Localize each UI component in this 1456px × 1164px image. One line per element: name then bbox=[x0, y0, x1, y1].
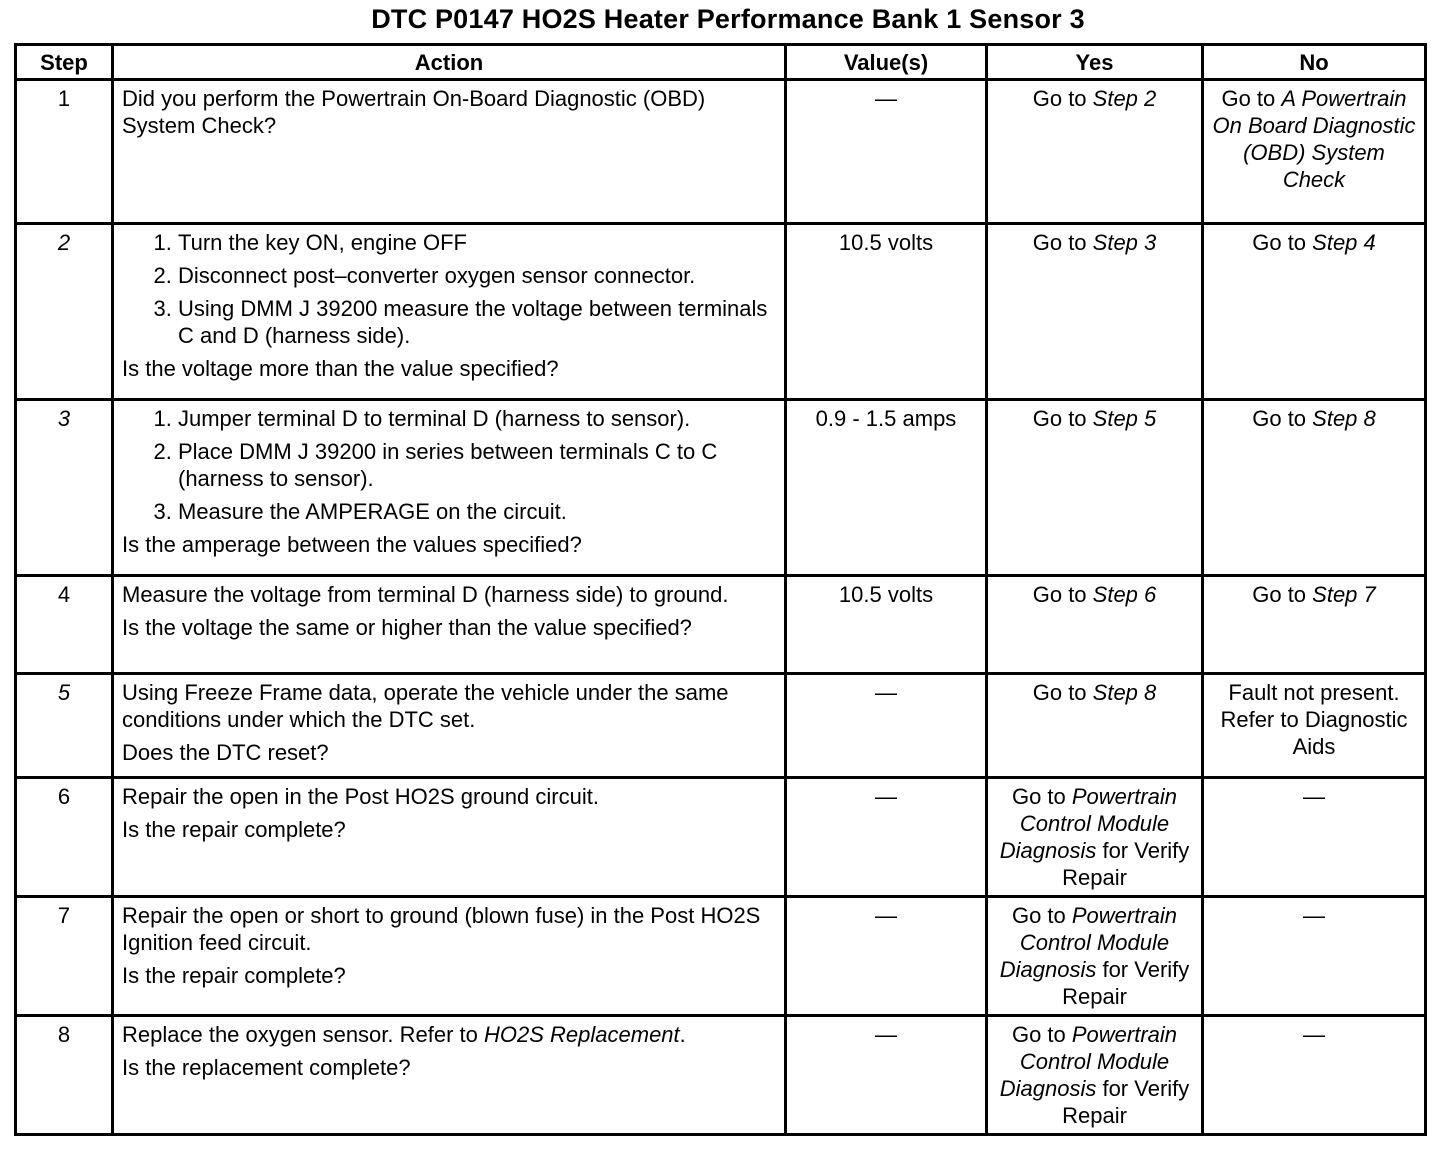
table-row bbox=[16, 576, 1426, 674]
yes-cell bbox=[987, 80, 1203, 224]
yes-target: Step 8 bbox=[1092, 680, 1157, 705]
action-cell bbox=[113, 674, 786, 778]
no-cell bbox=[1203, 80, 1426, 224]
yes-prefix: Go to bbox=[1032, 582, 1093, 607]
no-prefix: Go to bbox=[1252, 406, 1313, 431]
yes-target: Step 3 bbox=[1092, 230, 1157, 255]
yes-target: Powertrain Control Module Diagnosis bbox=[999, 1022, 1178, 1101]
action-text: Using Freeze Frame data, operate the vehicle under the same conditions under which the DTC set. bbox=[122, 680, 729, 732]
action-question: Is the replacement complete? bbox=[122, 1055, 411, 1080]
header-yes: Yes bbox=[987, 45, 1203, 80]
action-steps bbox=[122, 405, 776, 525]
value-cell: — bbox=[786, 897, 987, 1016]
action-cell bbox=[113, 400, 786, 576]
no-target: Step 7 bbox=[1312, 582, 1376, 607]
action-cell bbox=[113, 897, 786, 1016]
action-step: 2. Disconnect post–converter oxygen sensor connector. bbox=[178, 262, 776, 289]
action-text-suffix: . bbox=[679, 1022, 686, 1047]
yes-prefix: Go to bbox=[1032, 406, 1093, 431]
step-number: 6 bbox=[16, 778, 113, 897]
no-prefix: Go to bbox=[1252, 230, 1313, 255]
yes-prefix: Go to bbox=[1011, 1022, 1072, 1047]
no-target: Step 8 bbox=[1312, 406, 1376, 431]
yes-prefix: Go to bbox=[1011, 784, 1072, 809]
value-cell: 10.5 volts bbox=[786, 224, 987, 400]
action-step: 2. Place DMM J 39200 in series between terminals C to C (harness to sensor). bbox=[178, 438, 776, 492]
yes-suffix: for Verify Repair bbox=[1062, 957, 1190, 1009]
yes-prefix: Go to bbox=[1032, 680, 1093, 705]
yes-cell bbox=[987, 897, 1203, 1016]
table-row bbox=[16, 1016, 1426, 1135]
action-cell bbox=[113, 576, 786, 674]
action-text: Repair the open in the Post HO2S ground circuit. bbox=[122, 784, 599, 809]
action-text: Repair the open or short to ground (blown fuse) in the Post HO2S Ignition feed circuit. bbox=[122, 903, 761, 955]
value-cell: — bbox=[786, 1016, 987, 1135]
action-cell bbox=[113, 1016, 786, 1135]
action-text: Measure the voltage from terminal D (harness side) to ground. bbox=[122, 582, 729, 607]
header-action: Action bbox=[113, 45, 786, 80]
yes-target: Step 5 bbox=[1092, 406, 1157, 431]
no-cell: — bbox=[1203, 1016, 1426, 1135]
action-reference: HO2S Replacement bbox=[484, 1022, 680, 1047]
table-row bbox=[16, 674, 1426, 778]
action-step: 3. Using DMM J 39200 measure the voltage between terminals C and D (harness side). bbox=[178, 295, 776, 349]
action-cell bbox=[113, 778, 786, 897]
no-cell bbox=[1203, 224, 1426, 400]
action-cell bbox=[113, 80, 786, 224]
value-cell: — bbox=[786, 778, 987, 897]
value-cell: — bbox=[786, 674, 987, 778]
yes-cell bbox=[987, 1016, 1203, 1135]
step-number: 1 bbox=[16, 80, 113, 224]
yes-prefix: Go to bbox=[1032, 86, 1093, 111]
value-cell: 0.9 - 1.5 amps bbox=[786, 400, 987, 576]
step-number: 4 bbox=[16, 576, 113, 674]
action-step: 1. Turn the key ON, engine OFF bbox=[178, 229, 776, 256]
yes-cell bbox=[987, 576, 1203, 674]
no-cell bbox=[1203, 400, 1426, 576]
no-target: A Powertrain On Board Diagnostic (OBD) System Check bbox=[1212, 86, 1416, 192]
yes-prefix: Go to bbox=[1032, 230, 1093, 255]
no-prefix: Go to bbox=[1252, 582, 1313, 607]
action-question: Does the DTC reset? bbox=[122, 740, 329, 765]
action-text bbox=[122, 1021, 776, 1048]
action-cell bbox=[113, 224, 786, 400]
no-cell: — bbox=[1203, 897, 1426, 1016]
yes-target: Powertrain Control Module Diagnosis bbox=[999, 903, 1178, 982]
step-number: 3 bbox=[16, 400, 113, 576]
no-cell: — bbox=[1203, 778, 1426, 897]
yes-target: Powertrain Control Module Diagnosis bbox=[999, 784, 1178, 863]
action-steps bbox=[122, 229, 776, 349]
no-cell: Fault not present. Refer to Diagnostic Aids bbox=[1203, 674, 1426, 778]
page-title: DTC P0147 HO2S Heater Performance Bank 1 Sensor 3 bbox=[371, 4, 1085, 34]
table-row bbox=[16, 400, 1426, 576]
step-number: 8 bbox=[16, 1016, 113, 1135]
no-cell bbox=[1203, 576, 1426, 674]
action-step: 3. Measure the AMPERAGE on the circuit. bbox=[178, 498, 776, 525]
header-row bbox=[16, 45, 1426, 80]
step-number: 5 bbox=[16, 674, 113, 778]
action-question: Is the voltage the same or higher than the value specified? bbox=[122, 615, 692, 640]
action-question: Is the repair complete? bbox=[122, 817, 346, 842]
table-row bbox=[16, 897, 1426, 1016]
value-cell: — bbox=[786, 80, 987, 224]
step-number: 2 bbox=[16, 224, 113, 400]
no-target: Step 4 bbox=[1312, 230, 1376, 255]
yes-prefix: Go to bbox=[1011, 903, 1072, 928]
action-step: 1. Jumper terminal D to terminal D (harness to sensor). bbox=[178, 405, 776, 432]
step-number: 7 bbox=[16, 897, 113, 1016]
header-values: Value(s) bbox=[786, 45, 987, 80]
action-question: Is the voltage more than the value specified? bbox=[122, 356, 559, 381]
table-row bbox=[16, 224, 1426, 400]
action-text: Did you perform the Powertrain On-Board Diagnostic (OBD) System Check? bbox=[122, 86, 706, 138]
yes-target: Step 2 bbox=[1092, 86, 1157, 111]
no-prefix: Go to bbox=[1221, 86, 1282, 111]
action-text-prefix: Replace the oxygen sensor. Refer to bbox=[122, 1022, 484, 1047]
action-question: Is the repair complete? bbox=[122, 963, 346, 988]
yes-target: Step 6 bbox=[1092, 582, 1157, 607]
table-row bbox=[16, 778, 1426, 897]
header-no: No bbox=[1203, 45, 1426, 80]
yes-cell bbox=[987, 400, 1203, 576]
yes-cell bbox=[987, 674, 1203, 778]
table-row bbox=[16, 80, 1426, 224]
yes-cell bbox=[987, 778, 1203, 897]
action-question: Is the amperage between the values specified? bbox=[122, 532, 582, 557]
yes-suffix: for Verify Repair bbox=[1062, 1076, 1190, 1128]
diagnostic-table bbox=[14, 43, 1427, 1136]
yes-suffix: for Verify Repair bbox=[1062, 838, 1190, 890]
yes-cell bbox=[987, 224, 1203, 400]
value-cell: 10.5 volts bbox=[786, 576, 987, 674]
header-step: Step bbox=[16, 45, 113, 80]
